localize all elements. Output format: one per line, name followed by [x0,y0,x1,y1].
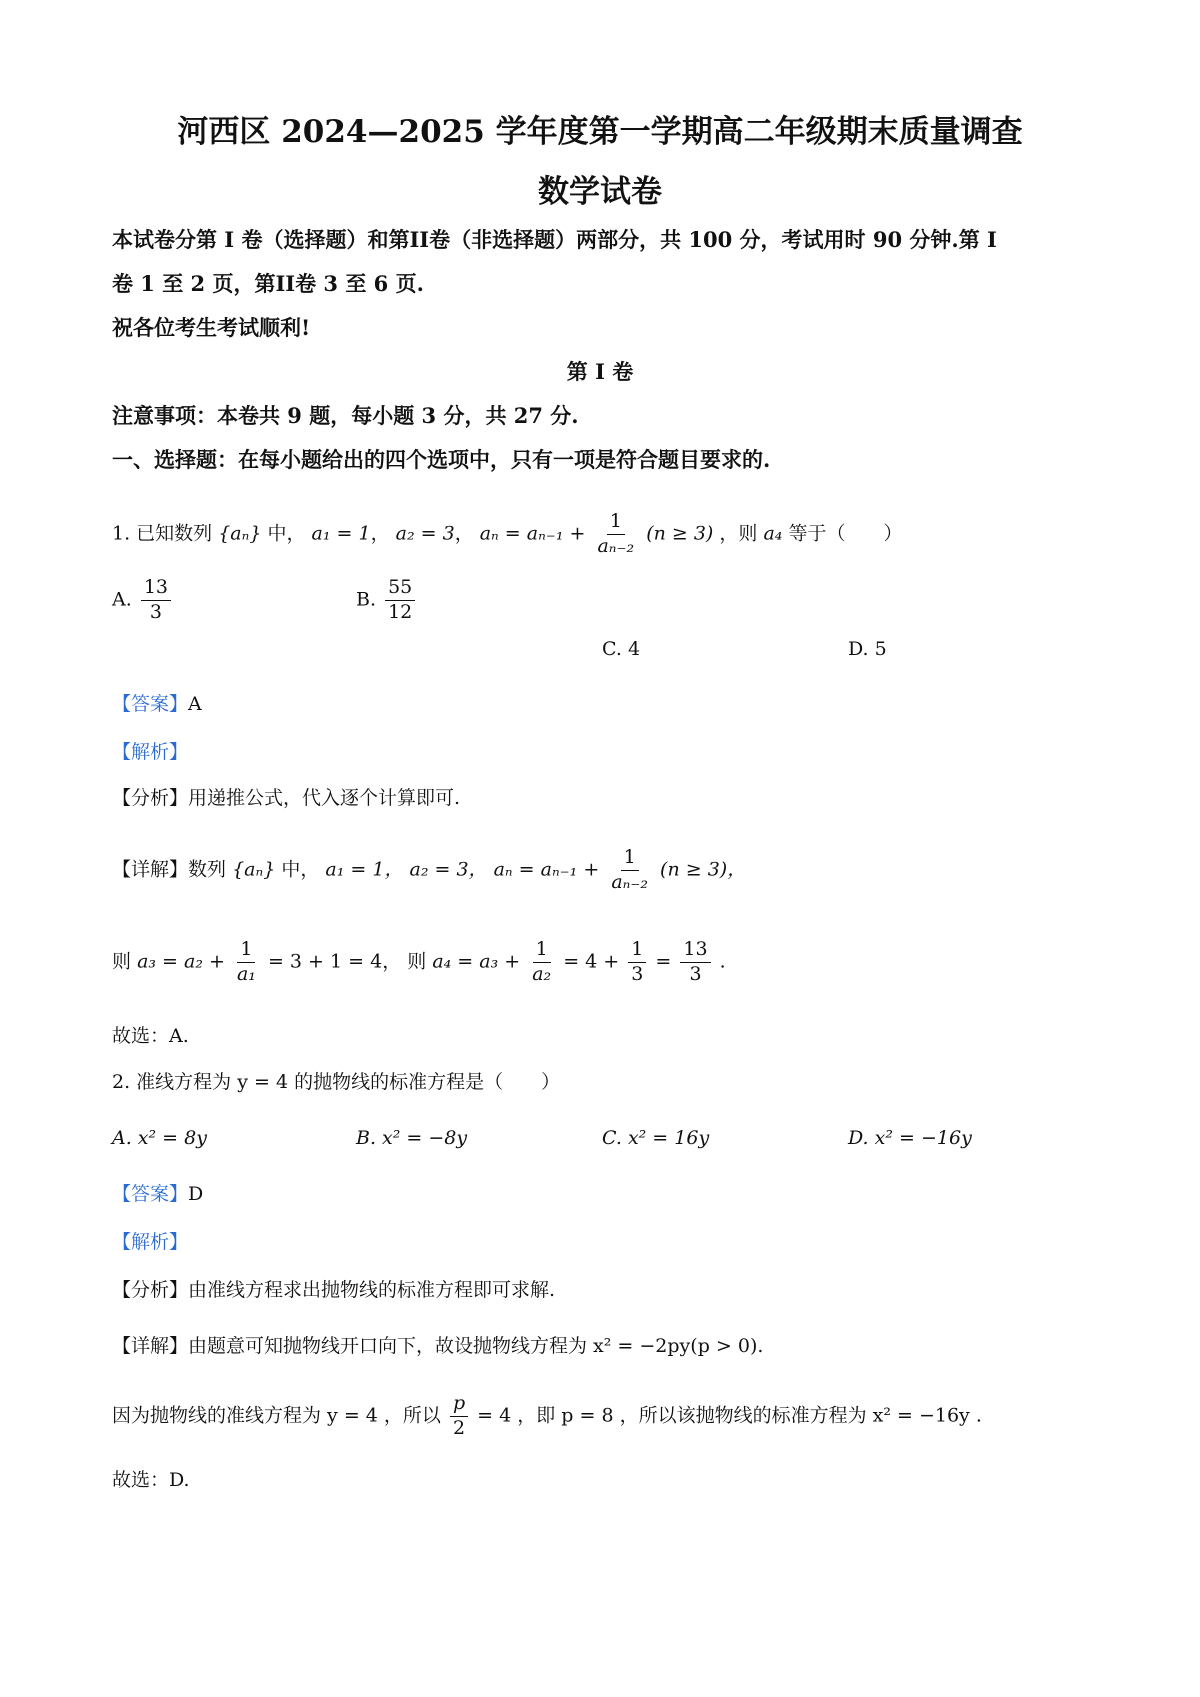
q1-detail-a1: a₁ = 1， [325,858,404,881]
q1-detail-num: 1 [621,848,639,871]
q1-calc-a4-den: a₂ [532,962,552,985]
q1-answer-value: A [188,693,202,715]
q2-reason [112,1394,982,1439]
q2-detail-tag: 【详解】 [112,1335,189,1357]
exam-subtitle: 数学试卷 [538,174,662,210]
q2-analysis-tag: 【解析】 [112,1231,189,1253]
q1-detail-mid: 中， [281,858,320,881]
q1-detail [112,848,746,893]
q1-option-a-den: 3 [149,600,162,623]
q1-number: 1. 已知数列 [112,522,213,545]
q1-detail-fraction [608,848,651,893]
q1-recurrence-fraction [594,512,637,557]
q1-calc-n3: 13 [680,940,710,963]
q1-calc-a3-num: 1 [237,940,255,963]
q1-detail-cond: (n ≥ 3)， [660,858,747,881]
q1-calc-then: 则 [407,950,427,973]
q1-mid: 中， [267,522,306,545]
section-instruction: 一、选择题：在每小题给出的四个选项中，只有一项是符合题目要求的. [112,447,771,472]
q1-detail-tag: 【详解】 [112,858,189,881]
q1-conclusion: 故选：A. [112,1025,189,1047]
q1-fenxi-text: 用递推公式，代入逐个计算即可. [188,787,461,809]
q2-answer-tag: 【答案】 [112,1183,189,1205]
exam-title: 河西区 2024—2025 学年度第一学期高二年级期末质量调查 [177,114,1023,150]
q2-fenxi [112,1276,555,1304]
intro-line-1: 本试卷分第 I 卷（选择题）和第II卷（非选择题）两部分，共 100 分，考试用时 90 分钟.第 I [112,227,997,252]
q1-calc-a3-den: a₁ [236,962,256,985]
q1-option-a [112,578,174,623]
q1-calc-d3: 3 [689,962,702,985]
q1-recurrence-condition: (n ≥ 3) [646,522,714,545]
q1-option-b-label: B. [356,588,377,611]
q1-answer-tag: 【答案】 [112,693,189,715]
q2-option-b: B. x² = −8y [356,1127,468,1149]
q1-calc-result-fraction [680,940,710,985]
q1-calc-a4-mid: = 4 + [563,950,620,973]
q1-then: ，则 [719,522,758,545]
intro-wish: 祝各位考生考试顺利! [112,315,311,340]
q1-option-a-num: 13 [141,578,171,601]
q1-rec-denominator: aₙ₋₂ [597,534,635,557]
q1-calc-end: . [719,950,726,973]
q1-analysis-tag: 【解析】 [112,741,189,763]
intro-line-2: 卷 1 至 2 页，第II卷 3 至 6 页. [112,271,424,296]
q2-question: 2. 准线方程为 y = 4 的抛物线的标准方程是（ ） [112,1071,561,1093]
q1-calc-a4-lhs: a₄ = a₃ + [432,950,521,973]
q1-calc-prefix: 则 [112,950,132,973]
q1-ask: 等于（ ） [788,522,903,545]
q2-detail-text: 由题意可知抛物线开口向下，故设抛物线方程为 x² = −2py(p > 0). [188,1335,764,1357]
q2-reason-den: 2 [452,1416,466,1439]
q1-fenxi-tag: 【分析】 [112,787,189,809]
q1-option-a-label: A. [112,588,132,611]
q1-calc-third-fraction [628,940,646,985]
q2-option-c: C. x² = 16y [602,1127,710,1149]
q1-calc-n2: 1 [628,940,646,963]
q1-option-b-den: 12 [388,600,413,623]
q1-fenxi [112,784,460,812]
q1-detail-rec: aₙ = aₙ₋₁ + [493,858,600,881]
q1-calc-eq: = [655,950,672,973]
q2-detail [112,1332,763,1360]
q1-answer [112,690,202,718]
q2-reason-b: = 4 ，即 p = 8 ，所以该抛物线的标准方程为 x² = −16y . [477,1404,982,1427]
q1-option-b [356,578,418,623]
q1-option-b-fraction [385,578,415,623]
q2-conclusion: 故选：D. [112,1469,190,1491]
q1-calc-a3-fraction [234,940,259,985]
q2-answer [112,1180,203,1208]
q1-calculation [112,940,726,985]
q1-question: 1. 已知数列 {aₙ} 中， a₁ = 1， a₂ = 3， aₙ = aₙ₋₁ + $\frac{1}{\text{aₙ₋₂}}$ (n ≥ 3) ，则 a₄ 等于（ ） [112,510,903,557]
section-notice: 注意事项：本卷共 9 题，每小题 3 分，共 27 分. [112,403,579,428]
q1-option-b-num: 55 [385,578,415,601]
q2-fenxi-text: 由准线方程求出抛物线的标准方程即可求解. [188,1279,556,1301]
q1-calc-a3-rhs: = 3 + 1 = 4， [267,950,402,973]
q1-option-a-fraction [141,578,171,623]
q1-calc-d2: 3 [631,962,644,985]
q2-option-a: A. x² = 8y [112,1127,207,1149]
q1-recurrence-lhs: aₙ = aₙ₋₁ + [479,522,586,545]
q1-option-c: C. 4 [602,638,641,660]
q2-option-d: D. x² = −16y [848,1127,972,1149]
q1-calc-a4-fraction [529,940,554,985]
q2-answer-value: D [188,1183,204,1205]
q2-reason-num: p [450,1394,468,1417]
q1-detail-seq: {aₙ} [232,858,276,881]
q1-a2: a₂ = 3 [395,522,455,545]
q1-calc-a3-lhs: a₃ = a₂ + [137,950,225,973]
q1-a1: a₁ = 1 [311,522,371,545]
q1-rec-numerator: 1 [607,512,625,535]
q1-detail-a2: a₂ = 3， [409,858,488,881]
section-heading: 第 I 卷 [566,359,634,384]
q1-detail-den: aₙ₋₂ [611,870,648,893]
q1-detail-intro: 数列 [188,858,227,881]
q2-fenxi-tag: 【分析】 [112,1279,189,1301]
q2-reason-fraction [450,1394,468,1439]
q1-option-d: D. 5 [848,638,887,660]
q2-reason-a: 因为抛物线的准线方程为 y = 4 ，所以 [112,1404,441,1427]
q1-sequence: {aₙ} [218,522,262,545]
q1-a4: a₄ [763,522,783,545]
q1-calc-a4-num: 1 [533,940,551,963]
